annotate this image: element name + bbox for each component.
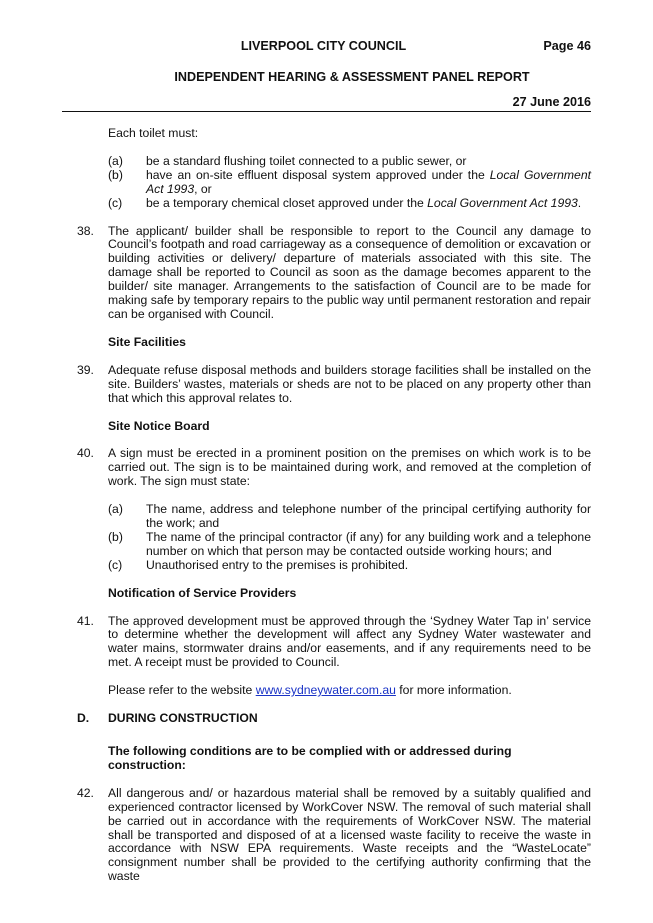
council-name: LIVERPOOL CITY COUNCIL xyxy=(240,39,407,53)
toilet-intro: Each toilet must: xyxy=(108,126,199,140)
list-item xyxy=(108,197,591,211)
condition-text: All dangerous and/ or hazardous material shall be removed by a suitably qualified and experienced contractor licensed by WorkCover NSW. The removal of such material shall be carried out in accordance with the requirements of WorkCover NSW. The material shall be transported and disposed of at a licensed waste facility to receive the waste in accordance with NSW EPA requirements. Waste receipts and the “WasteLocate” consignment number shall be provided to the certifying authority confirming that the waste xyxy=(108,785,591,884)
page-number: Page 46 xyxy=(543,39,591,53)
condition-number: 41. xyxy=(77,613,94,628)
list-item-text-part: . xyxy=(577,195,582,210)
section-heading-site-facilities: Site Facilities xyxy=(108,334,186,349)
condition-38 xyxy=(77,225,591,322)
condition-number: 40. xyxy=(77,446,94,461)
toilet-list xyxy=(108,155,591,211)
list-item-text: The name, address and telephone number of the principal certifying authority for the work; and xyxy=(146,502,591,531)
condition-41 xyxy=(77,615,591,671)
document-body xyxy=(77,125,591,884)
condition-number: 38. xyxy=(77,223,94,238)
list-item-label: (c) xyxy=(108,557,123,572)
list-item-text-part: , or xyxy=(194,181,212,196)
list-item xyxy=(108,169,591,197)
condition-text: The applicant/ builder shall be responsible to report to the Council any damage to Council’s footpath and road carriageway as a consequence of demolition or excavation or building activities or delivery/ departure of materials associated with this site. The damage shall be reported to Council as soon as the damage becomes apparent to the builder/ site manager. Arrangements to the satisfaction of Council are to be made for making safe by temporary repairs to the public way until permanent restoration and repair can be organised with Council. xyxy=(108,223,591,321)
list-item-text: The name of the principal contractor (if any) for any building work and a telephone number on which that person may be contacted outside working hours; and xyxy=(146,529,591,558)
website-reference-text: Please refer to the website xyxy=(108,683,256,698)
section-heading-site-notice-board: Site Notice Board xyxy=(108,418,210,433)
act-reference: Local Government Act 1993 xyxy=(427,195,578,210)
list-item-label: (c) xyxy=(108,195,123,210)
section-d-heading xyxy=(77,712,591,726)
list-item-text xyxy=(146,169,591,197)
header-divider xyxy=(62,111,591,112)
list-item-label: (b) xyxy=(108,529,123,544)
list-item xyxy=(108,503,591,531)
report-date: 27 June 2016 xyxy=(512,95,591,109)
list-item-label: (a) xyxy=(108,153,123,168)
list-item xyxy=(108,155,591,169)
sydney-water-link[interactable]: www.sydneywater.com.au xyxy=(255,683,396,698)
list-item-text xyxy=(146,197,591,211)
condition-text: The approved development must be approved through the ‘Sydney Water Tap in’ service to determine whether the development will affect any Sydney Water wastewater and water mains, stormwater drains and/or easements, and if any requirements need to be met. A receipt must be provided to Council. xyxy=(108,613,591,670)
condition-number: 42. xyxy=(77,785,94,800)
list-item-text: be a standard flushing toilet connected to a public sewer, or xyxy=(146,153,467,168)
section-title: DURING CONSTRUCTION xyxy=(108,711,258,726)
section-d-subheading: The following conditions are to be complied with or addressed during construction: xyxy=(108,744,512,772)
list-item-text-part: have an on-site effluent disposal system approved under the xyxy=(146,167,490,182)
list-item xyxy=(108,531,591,559)
condition-number: 39. xyxy=(77,362,94,377)
condition-text: A sign must be erected in a prominent position on the premises on which work is to be carried out. The sign is to be maintained during work, and removed at the completion of work. The sign must state: xyxy=(108,446,591,489)
website-reference-text: for more information. xyxy=(395,683,512,698)
list-item-label: (b) xyxy=(108,167,123,182)
list-item-text: Unauthorised entry to the premises is prohibited. xyxy=(146,557,409,572)
condition-text: Adequate refuse disposal methods and builders storage facilities shall be installed on the site. Builders’ wastes, materials or sheds are not to be placed on any property other than that which this approval relates to. xyxy=(108,362,591,405)
condition-40 xyxy=(77,447,591,489)
section-heading-service-providers: Notification of Service Providers xyxy=(108,585,297,600)
sign-requirements-list xyxy=(108,503,591,573)
report-title: INDEPENDENT HEARING & ASSESSMENT PANEL REPORT xyxy=(174,70,530,84)
condition-42 xyxy=(77,787,591,884)
website-reference xyxy=(108,684,591,698)
condition-39 xyxy=(77,364,591,406)
list-item xyxy=(108,559,591,573)
list-item-text-part: be a temporary chemical closet approved under the xyxy=(146,195,428,210)
act-reference: Local Government Act 1993 xyxy=(146,167,592,196)
list-item-label: (a) xyxy=(108,502,123,517)
section-letter: D. xyxy=(77,711,90,726)
